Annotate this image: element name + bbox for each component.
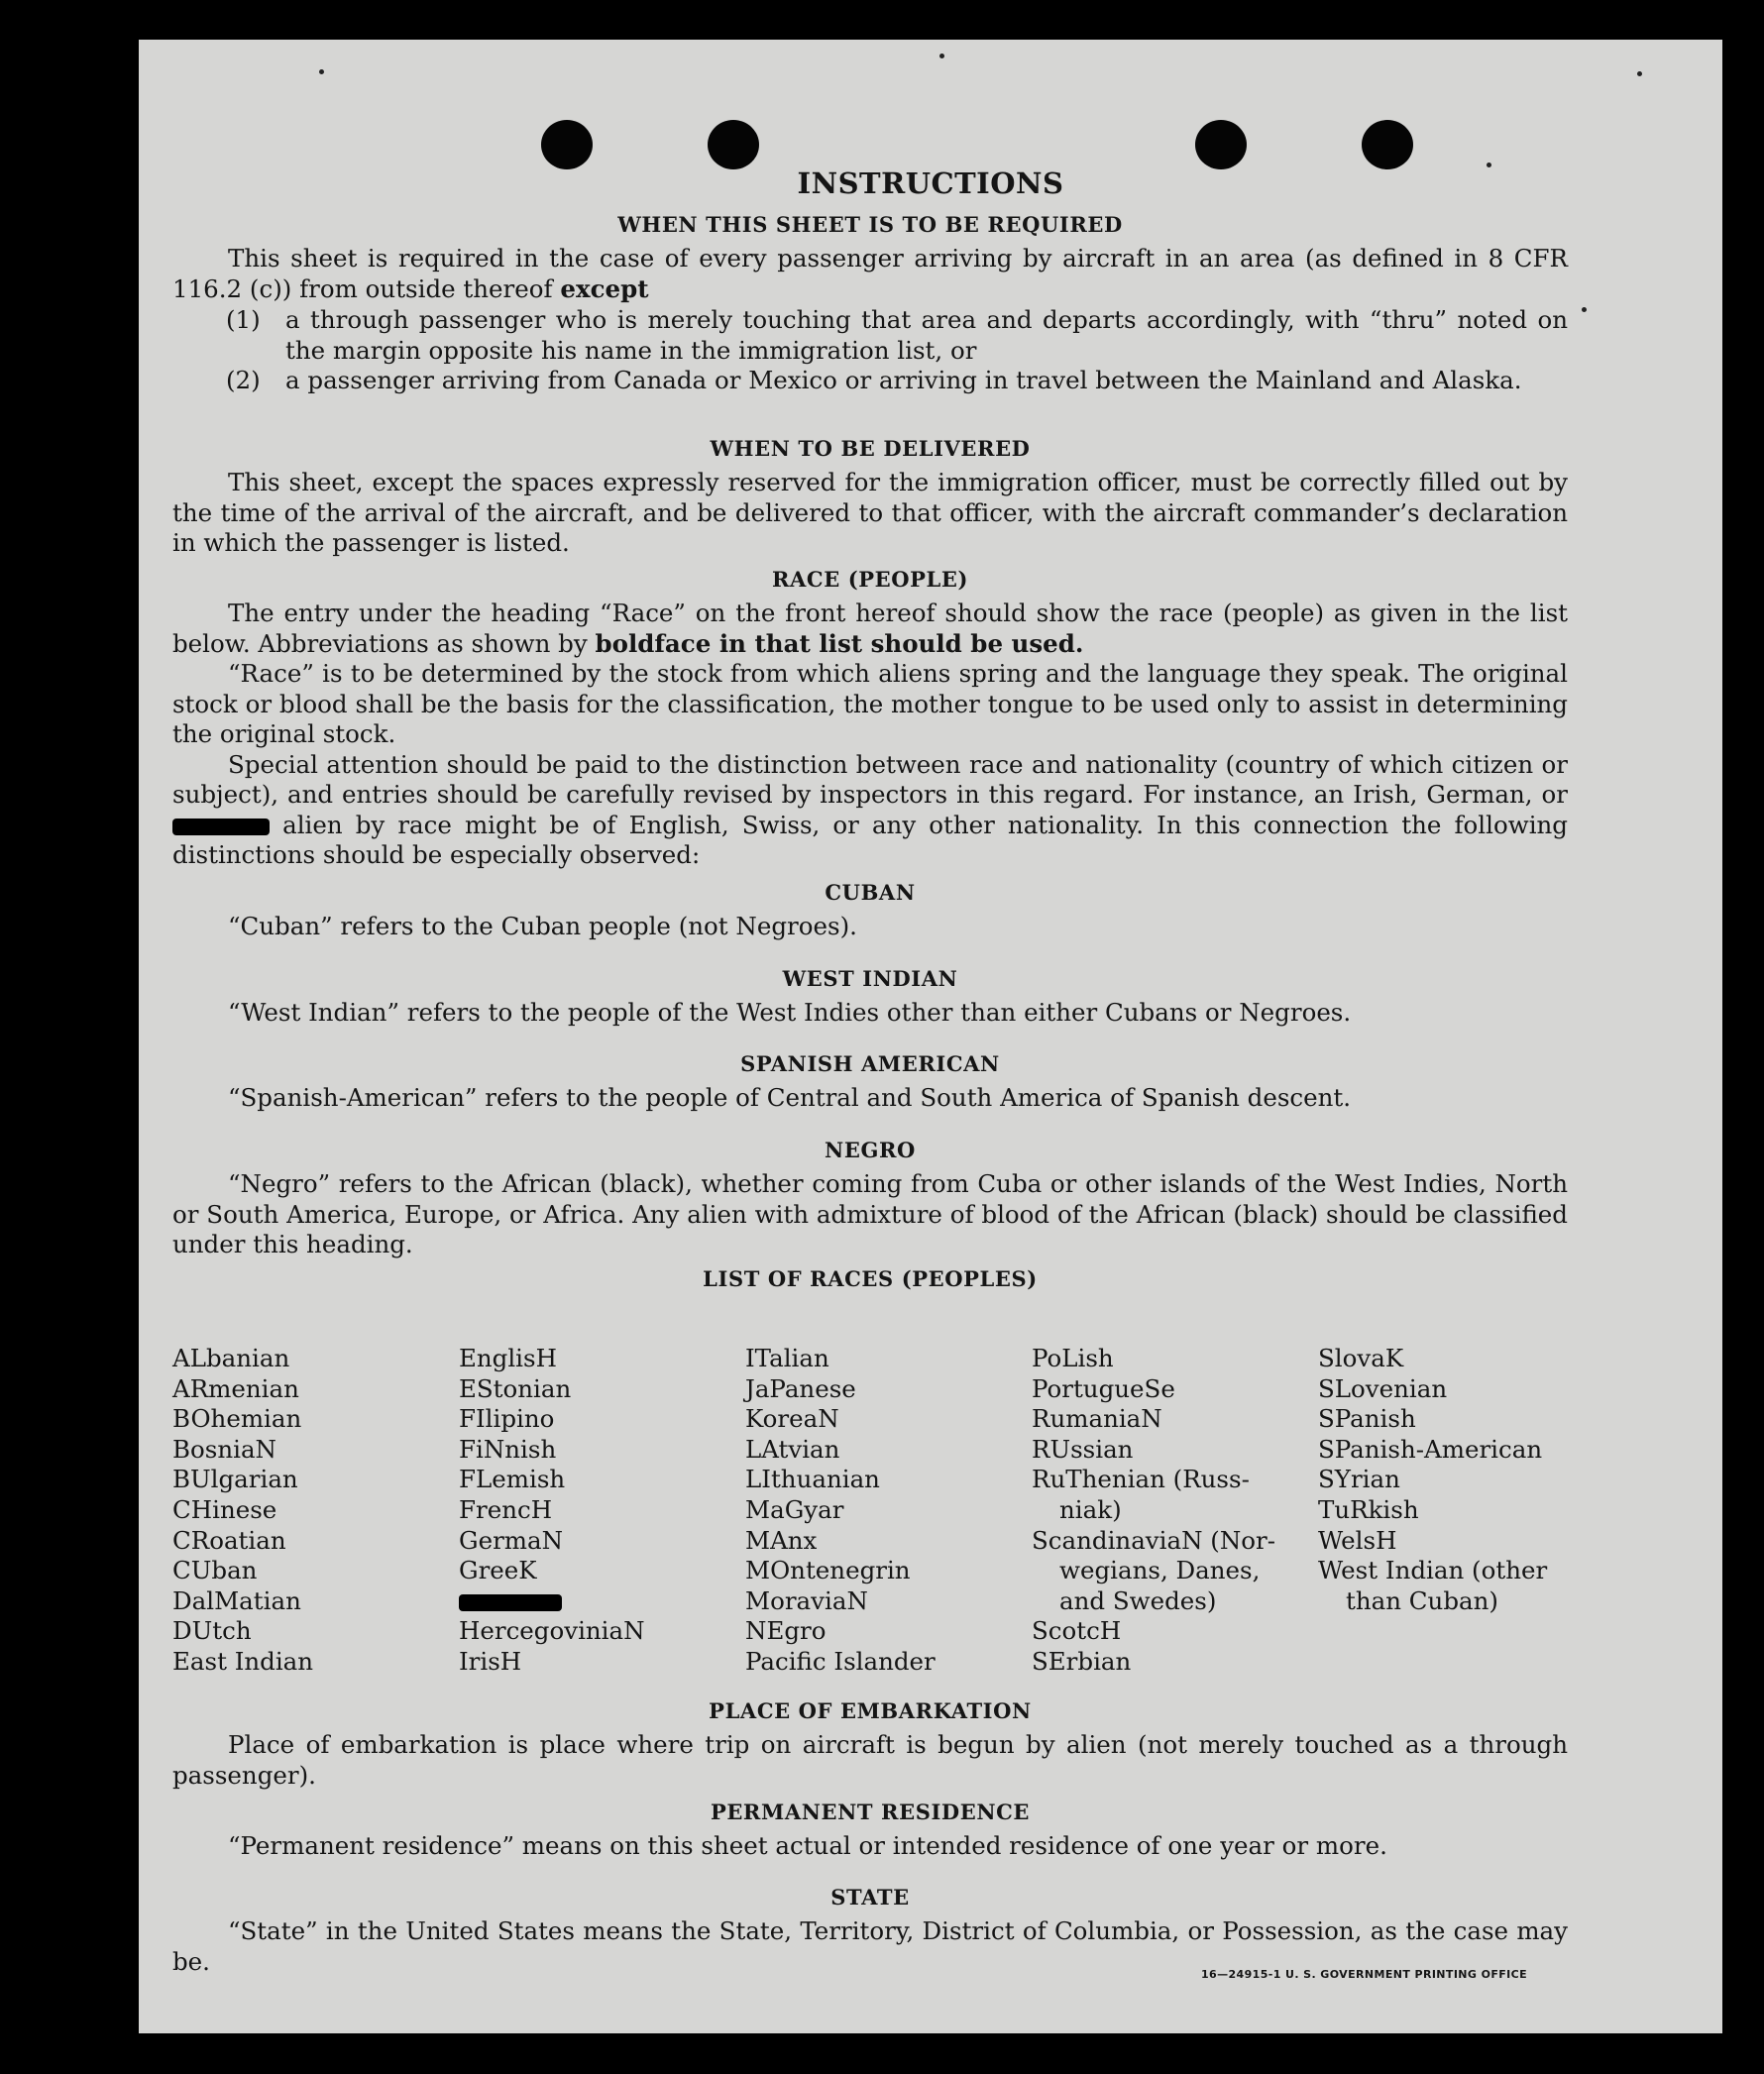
race-item: BOhemian xyxy=(172,1404,302,1434)
heading-embarkation: PLACE OF EMBARKATION xyxy=(709,1698,1032,1723)
document-page xyxy=(139,40,1722,2033)
race-item: ITalian xyxy=(745,1344,829,1372)
punch-hole xyxy=(541,120,593,169)
race-column-3 xyxy=(745,1344,936,1678)
race-item: RUssian xyxy=(1032,1434,1134,1464)
required-intro-text: This sheet is required in the case of every passenger arriving by aircraft in an area (as defined in 8 CFR 116.2 (c)) from outside thereof xyxy=(172,244,1568,303)
race-item: East Indian xyxy=(172,1646,314,1676)
redaction-mark xyxy=(459,1594,562,1611)
race-item: MoraviaN xyxy=(745,1585,868,1615)
race-item: MOntenegrin xyxy=(745,1556,911,1585)
race-item: MaGyar xyxy=(745,1494,844,1524)
heading-west-indian: WEST INDIAN xyxy=(782,966,958,991)
redaction-mark xyxy=(172,819,270,835)
race-item: FrencH xyxy=(459,1494,553,1524)
page-title: INSTRUCTIONS xyxy=(797,166,1064,200)
heading-list-of-races: LIST OF RACES (PEOPLES) xyxy=(703,1266,1038,1291)
race-item: SPanish-American xyxy=(1318,1434,1543,1464)
cuban-text xyxy=(172,912,1568,942)
required-item-2 xyxy=(226,366,1568,396)
race-column-2 xyxy=(459,1344,645,1678)
heading-residence: PERMANENT RESIDENCE xyxy=(710,1800,1031,1824)
race-item: FLemish xyxy=(459,1465,566,1494)
race-item: NEgro xyxy=(745,1616,827,1646)
race-item: SPanish xyxy=(1318,1404,1416,1434)
speck xyxy=(1637,71,1642,76)
race-p1-bold: boldface in that list should be used. xyxy=(595,628,1084,658)
race-item: DalMatian xyxy=(172,1585,301,1615)
item-text: a passenger arriving from Canada or Mexico or arriving in travel between the Mainland and Alaska. xyxy=(285,366,1522,394)
race-item: JaPanese xyxy=(745,1373,856,1403)
residence-paragraph: “Permanent residence” means on this sheet actual or intended residence of one year or more. xyxy=(228,1831,1387,1860)
race-item: RumaniaN xyxy=(1032,1404,1162,1434)
race-item: EStonian xyxy=(459,1373,572,1403)
heading-spanish-american: SPANISH AMERICAN xyxy=(740,1051,1000,1076)
race-column-4 xyxy=(1032,1344,1275,1678)
race-item: West Indian (other xyxy=(1318,1556,1548,1585)
item-number: (1) xyxy=(226,305,261,334)
race-item: MAnx xyxy=(745,1525,818,1555)
race-item: FIlipino xyxy=(459,1404,555,1434)
race-item: Pacific Islander xyxy=(745,1646,936,1676)
punch-hole xyxy=(708,120,759,169)
speck xyxy=(319,69,324,74)
heading-race: RACE (PEOPLE) xyxy=(771,567,969,592)
race-column-1 xyxy=(172,1344,313,1678)
heading-state: STATE xyxy=(830,1885,910,1910)
heading-delivered: WHEN TO BE DELIVERED xyxy=(710,436,1031,461)
race-item: ALbanian xyxy=(172,1344,290,1372)
race-item: HercegoviniaN xyxy=(459,1616,645,1646)
race-item: TuRkish xyxy=(1318,1494,1419,1524)
punch-hole xyxy=(1362,120,1413,169)
heading-cuban: CUBAN xyxy=(825,880,916,905)
race-item: LAtvian xyxy=(745,1434,840,1464)
race-column-5 xyxy=(1318,1344,1547,1616)
race-item: RuThenian (Russ- xyxy=(1032,1465,1250,1494)
race-item: CHinese xyxy=(172,1494,277,1524)
required-intro-bold: except xyxy=(560,273,649,303)
spanish-american-paragraph: “Spanish-American” refers to the people of Central and South America of Spanish descent. xyxy=(228,1083,1352,1112)
race-item: KoreaN xyxy=(745,1404,839,1434)
race-p2: “Race” is to be determined by the stock from which aliens spring and the language they speak. The original stock or blood shall be the basis for the classification, the mother tongue to be used only to assist in determining the original stock. xyxy=(172,659,1568,748)
negro-text xyxy=(172,1169,1568,1260)
race-item: DUtch xyxy=(172,1616,252,1646)
negro-paragraph: “Negro” refers to the African (black), whether coming from Cuba or other islands of the West Indies, North or South America, Europe, or Africa. Any alien with admixture of blood of the African (black) should be classified under this heading. xyxy=(172,1169,1568,1258)
item-text: a through passenger who is merely touching that area and departs accordingly, with “thru” noted on the margin opposite his name in the immigration list, or xyxy=(285,305,1568,365)
spanish-american-text xyxy=(172,1083,1568,1114)
heading-required: WHEN THIS SHEET IS TO BE REQUIRED xyxy=(617,212,1123,237)
west-indian-text xyxy=(172,998,1568,1029)
west-indian-paragraph: “West Indian” refers to the people of the West Indies other than either Cubans or Negroes. xyxy=(228,998,1352,1027)
race-item: SLovenian xyxy=(1318,1373,1448,1403)
race-p3b: alien by race might be of English, Swiss, or any other nationality. In this connection the following distinctions should be especially observed: xyxy=(172,810,1568,869)
race-item: ARmenian xyxy=(172,1373,299,1403)
race-p3a: Special attention should be paid to the distinction between race and nationality (country of which citizen or subject), and entries should be carefully revised by inspectors in this regard. For instance, an Irish, German, or xyxy=(172,749,1568,809)
race-item-continued: wegians, Danes, xyxy=(1059,1556,1261,1585)
race-item: ScotcH xyxy=(1032,1616,1122,1646)
speck xyxy=(939,54,944,58)
race-item: GreeK xyxy=(459,1556,537,1585)
residence-text xyxy=(172,1831,1568,1862)
punch-hole xyxy=(1195,120,1247,169)
race-item: PoLish xyxy=(1032,1344,1114,1372)
heading-negro: NEGRO xyxy=(825,1138,916,1162)
race-item: BUlgarian xyxy=(172,1465,298,1494)
race-item-redacted xyxy=(459,1586,645,1617)
race-item: CRoatian xyxy=(172,1525,286,1555)
race-item: LIthuanian xyxy=(745,1465,880,1494)
race-item: GermaN xyxy=(459,1525,564,1555)
cuban-paragraph: “Cuban” refers to the Cuban people (not Negroes). xyxy=(228,912,857,940)
race-item: FiNnish xyxy=(459,1434,557,1464)
race-p1-text: The entry under the heading “Race” on the front hereof should show the race (people) as given in the list below. Abbreviations as shown by xyxy=(172,599,1568,658)
race-item-continued: and Swedes) xyxy=(1059,1585,1217,1615)
printer-footer: 16—24915-1 U. S. GOVERNMENT PRINTING OFFICE xyxy=(1201,1968,1528,1981)
race-item: IrisH xyxy=(459,1646,522,1676)
delivered-paragraph: This sheet, except the spaces expressly reserved for the immigration officer, must be correctly filled out by the time of the arrival of the aircraft, and be delivered to that officer, with the aircraft commander’s declaration in which the passenger is listed. xyxy=(172,468,1568,557)
race-item: SErbian xyxy=(1032,1646,1132,1676)
race-text xyxy=(172,599,1568,871)
race-item: SlovaK xyxy=(1318,1344,1404,1372)
race-item: PortugueSe xyxy=(1032,1373,1175,1403)
required-item-1 xyxy=(226,305,1568,366)
delivered-text xyxy=(172,468,1568,559)
race-item-continued: than Cuban) xyxy=(1346,1585,1498,1615)
race-item: EnglisH xyxy=(459,1344,557,1372)
race-item: WelsH xyxy=(1318,1525,1397,1555)
race-item-continued: niak) xyxy=(1059,1494,1122,1524)
race-item: CUban xyxy=(172,1556,258,1585)
required-intro xyxy=(172,244,1568,304)
embarkation-text xyxy=(172,1730,1568,1791)
speck xyxy=(1582,307,1587,312)
race-item: SYrian xyxy=(1318,1465,1400,1494)
race-item: BosniaN xyxy=(172,1434,276,1464)
item-number: (2) xyxy=(226,366,261,394)
state-paragraph: “State” in the United States means the State, Territory, District of Columbia, or Possession, as the case may be. xyxy=(172,1916,1568,1976)
embarkation-paragraph: Place of embarkation is place where trip on aircraft is begun by alien (not merely touched as a through passenger). xyxy=(172,1730,1568,1790)
race-item: ScandinaviaN (Nor- xyxy=(1032,1525,1276,1555)
